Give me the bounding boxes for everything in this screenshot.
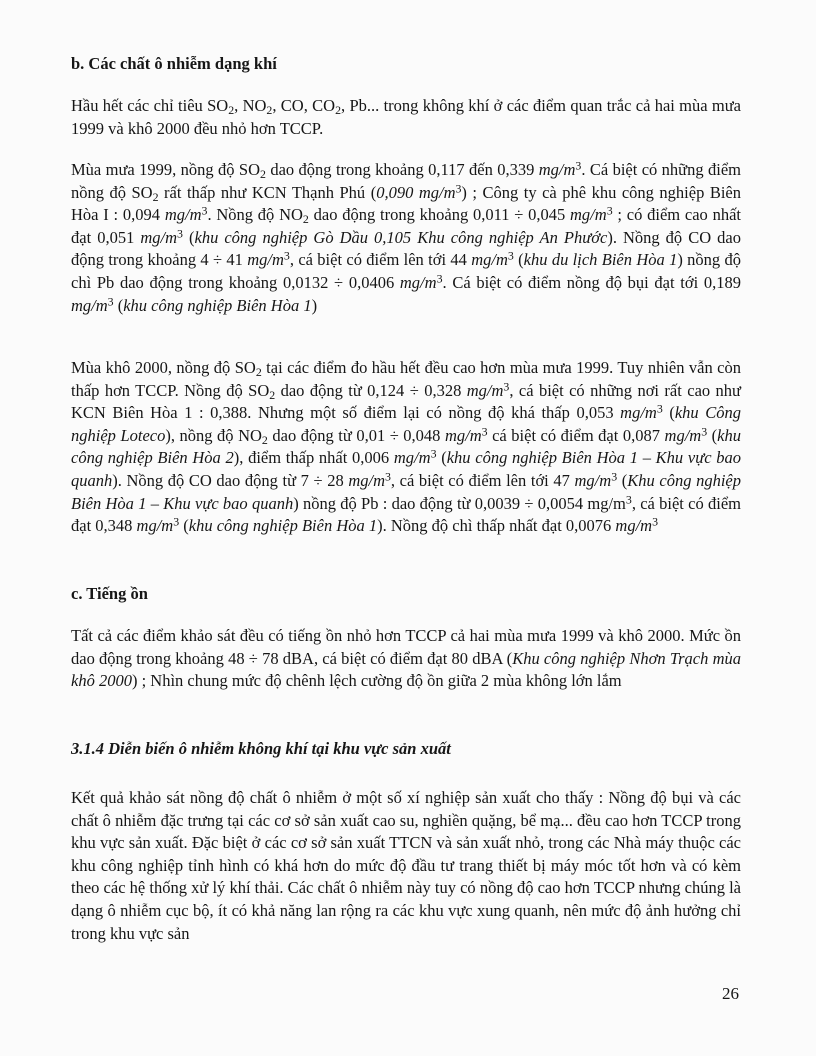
paragraph-rainy-season-1999: Mùa mưa 1999, nồng độ $SO_2$ dao động trong khoảng 0,117 đến 0,339 $mg/m^3$. Cá biệt có những điểm nồng độ $SO_2$ rất thấp như KCN Thạnh Phú (0,090 $mg/m^3$) ; Công ty cà phê khu công nghiệp Biên Hòa I : 0,094 $mg/m^3$. Nồng độ $NO_2$ dao động trong khoảng 0,011 ÷ 0,045 $mg/m^3$ ; có điểm cao nhất đạt 0,051 $mg/m^3$ (khu công nghiệp Gò Dầu 0,105 Khu công nghiệp An Phước). Nồng độ CO dao động trong khoảng 4 ÷ 41 $mg/m^3$, cá biệt có điểm lên tới 44 $mg/m^3$ (khu du lịch Biên Hòa 1) nồng độ chì Pb dao động trong khoảng 0,0132 ÷ 0,0406 $mg/m^3$. Cá biệt có điểm nồng độ bụi đạt tới 0,189 $mg/m^3$ (khu công nghiệp Biên Hòa 1) [71, 158, 742, 315]
page-number: 26 [722, 984, 739, 1003]
heading-section-3-1-4: 3.1.4 Diễn biến ô nhiễm không khí tại khu vực sản xuất [71, 739, 451, 758]
paragraph-noise: Tất cả các điểm khảo sát đều có tiếng ồn nhỏ hơn TCCP cả hai mùa mưa 1999 và khô 2000. Mức ồn dao động trong khoảng 48 ÷ 78 dBA, cá biệt có điểm đạt 80 dBA (Khu công nghiệp Nhơn Trạch mùa khô 2000) ; Nhìn chung mức độ chênh lệch cường độ ồn giữa 2 mùa không lớn lắm [71, 626, 741, 691]
paragraph-gas-summary: Hầu hết các chỉ tiêu $SO_2$, $NO_2$, CO, $CO_2$, Pb... trong không khí ở các điểm quan trắc cả hai mùa mưa 1999 và khô 2000 đều nhỏ hơn TCCP. [71, 96, 742, 138]
paragraph-dry-season-2000: Mùa khô 2000, nồng độ $SO_2$ tại các điểm đo hầu hết đều cao hơn mùa mưa 1999. Tuy nhiên vẫn còn thấp hơn TCCP. Nồng độ $SO_2$ dao động từ 0,124 ÷ 0,328 $mg/m^3$, cá biệt có những nơi rất cao như KCN Biên Hòa 1 : 0,388. Nhưng một số điểm lại có nồng độ khá thấp 0,053 $mg/m^3$ (khu Công nghiệp Loteco), nồng độ $NO_2$ dao động từ 0,01 ÷ 0,048 $mg/m^3$ cá biệt có điểm đạt 0,087 $mg/m^3$ (khu công nghiệp Biên Hòa 2), điểm thấp nhất 0,006 $mg/m^3$ (khu công nghiệp Biên Hòa 1 – Khu vực bao quanh). Nồng độ CO dao động từ 7 ÷ 28 $mg/m^3$, cá biệt có điểm lên tới 47 $mg/m^3$ (Khu công nghiệp Biên Hòa 1 – Khu vực bao quanh) nồng độ Pb : dao động từ 0,0039 ÷ 0,0054 $mg/m^3$, cá biệt có điểm đạt 0,348 $mg/m^3$ (khu công nghiệp Biên Hòa 1). Nồng độ chì thấp nhất đạt 0,0076 $mg/m^3$ [71, 358, 742, 536]
heading-gaseous-pollutants: b. Các chất ô nhiễm dạng khí [71, 54, 277, 73]
heading-noise: c. Tiếng ồn [71, 584, 148, 603]
paragraph-production-areas: Kết quả khảo sát nồng độ chất ô nhiễm ở một số xí nghiệp sản xuất cho thấy : Nồng độ bụi và các chất ô nhiễm đặc trưng tại các cơ sở sản xuất cao su, nghiền quặng, bể mạ... đều cao hơn TCCP trong khu vực sản xuất. Đặc biệt ở các cơ sở sản xuất TTCN và sản xuất nhỏ, trong các Nhà máy thuộc các khu công nghiệp tỉnh hình có khá hơn do mức độ đầu tư trang thiết bị máy móc tốt hơn và có kèm theo các hệ thống xử lý khí thải. Các chất ô nhiễm này tuy có nồng độ cao hơn TCCP nhưng chúng là dạng ô nhiễm cục bộ, ít có khả năng lan rộng ra các khu vực xung quanh, nên mức độ ảnh hưởng chỉ trong khu vực sản [71, 788, 741, 943]
